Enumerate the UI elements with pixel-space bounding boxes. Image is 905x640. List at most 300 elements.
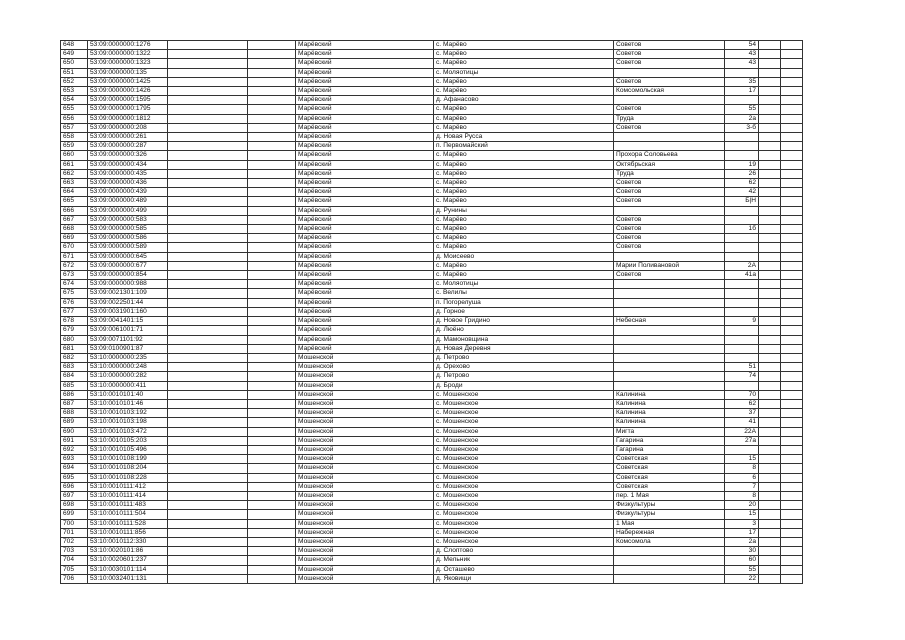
blank-cell-a [168, 399, 248, 408]
locality-cell: с. Марёво [434, 271, 614, 280]
locality-cell: д. Новая Русса [434, 133, 614, 142]
locality-cell: д. Горное [434, 307, 614, 316]
house-number-cell: 22 [725, 574, 759, 583]
cadastral-number-cell: 53:10:0000000:248 [88, 363, 168, 372]
street-cell [614, 344, 725, 353]
locality-cell: с. Мошенское [434, 409, 614, 418]
district-cell: Марёвский [296, 317, 434, 326]
blank-cell-a [168, 409, 248, 418]
locality-cell: с. Марёво [434, 215, 614, 224]
table-row [61, 188, 803, 197]
table-row [61, 390, 803, 399]
blank-cell-d [781, 96, 803, 105]
blank-cell-b [248, 501, 296, 510]
house-number-cell: 27а [725, 436, 759, 445]
blank-cell-c [759, 197, 781, 206]
row-number-cell: 698 [61, 501, 88, 510]
table-row [61, 381, 803, 390]
house-number-cell: 62 [725, 179, 759, 188]
house-number-cell [725, 215, 759, 224]
cadastral-number-cell: 53:09:0000000:1812 [88, 114, 168, 123]
table-row [61, 96, 803, 105]
table-row [61, 473, 803, 482]
street-cell: Комсомольская [614, 87, 725, 96]
cadastral-number-cell: 53:10:0010108:228 [88, 473, 168, 482]
house-number-cell [725, 381, 759, 390]
house-number-cell: 41а [725, 271, 759, 280]
district-cell: Мошенской [296, 409, 434, 418]
table-row [61, 482, 803, 491]
blank-cell-a [168, 215, 248, 224]
table-row [61, 317, 803, 326]
blank-cell-b [248, 547, 296, 556]
blank-cell-b [248, 574, 296, 583]
blank-cell-a [168, 556, 248, 565]
district-cell: Марёвский [296, 68, 434, 77]
blank-cell-b [248, 77, 296, 86]
locality-cell: д. Новая Деревня [434, 344, 614, 353]
blank-cell-d [781, 473, 803, 482]
row-number-cell: 648 [61, 41, 88, 50]
row-number-cell: 699 [61, 510, 88, 519]
locality-cell: д. Петрово [434, 372, 614, 381]
blank-cell-c [759, 409, 781, 418]
blank-cell-c [759, 188, 781, 197]
blank-cell-b [248, 280, 296, 289]
blank-cell-d [781, 87, 803, 96]
district-cell: Марёвский [296, 160, 434, 169]
blank-cell-c [759, 261, 781, 270]
street-cell: Октябрьская [614, 160, 725, 169]
cadastral-number-cell: 53:10:0000000:282 [88, 372, 168, 381]
row-number-cell: 655 [61, 105, 88, 114]
house-number-cell [725, 445, 759, 454]
row-number-cell: 682 [61, 353, 88, 362]
blank-cell-b [248, 556, 296, 565]
row-number-cell: 654 [61, 96, 88, 105]
street-cell: Мигта [614, 427, 725, 436]
table-row [61, 510, 803, 519]
house-number-cell: 55 [725, 565, 759, 574]
table-row [61, 215, 803, 224]
house-number-cell [725, 335, 759, 344]
street-cell [614, 289, 725, 298]
locality-cell: д. Новое Гридино [434, 317, 614, 326]
house-number-cell [725, 206, 759, 215]
cadastral-number-cell: 53:09:0022501:44 [88, 298, 168, 307]
street-cell: Советская [614, 482, 725, 491]
blank-cell-b [248, 50, 296, 59]
blank-cell-d [781, 289, 803, 298]
table-row [61, 123, 803, 132]
blank-cell-d [781, 50, 803, 59]
street-cell: Советов [614, 188, 725, 197]
blank-cell-d [781, 280, 803, 289]
blank-cell-a [168, 123, 248, 132]
blank-cell-b [248, 123, 296, 132]
blank-cell-c [759, 169, 781, 178]
district-cell: Марёвский [296, 123, 434, 132]
blank-cell-d [781, 501, 803, 510]
street-cell: Физкультуры [614, 501, 725, 510]
cadastral-number-cell: 53:10:0010103:198 [88, 418, 168, 427]
street-cell: Калинина [614, 390, 725, 399]
cadastral-number-cell: 53:09:0000000:645 [88, 252, 168, 261]
blank-cell-b [248, 326, 296, 335]
blank-cell-b [248, 445, 296, 454]
blank-cell-b [248, 160, 296, 169]
cadastral-number-cell: 53:09:0000000:1323 [88, 59, 168, 68]
locality-cell: с. Мошенское [434, 510, 614, 519]
blank-cell-d [781, 160, 803, 169]
table-row [61, 298, 803, 307]
blank-cell-a [168, 243, 248, 252]
locality-cell: с. Мошенское [434, 464, 614, 473]
blank-cell-b [248, 252, 296, 261]
blank-cell-d [781, 547, 803, 556]
district-cell: Марёвский [296, 59, 434, 68]
table-row [61, 363, 803, 372]
house-number-cell: 54 [725, 41, 759, 50]
cadastral-number-cell: 53:10:0010111:504 [88, 510, 168, 519]
blank-cell-a [168, 547, 248, 556]
blank-cell-d [781, 464, 803, 473]
house-number-cell: 7 [725, 482, 759, 491]
district-cell: Мошенской [296, 501, 434, 510]
blank-cell-b [248, 307, 296, 316]
cadastral-number-cell: 53:10:0010101:46 [88, 399, 168, 408]
table-row [61, 87, 803, 96]
blank-cell-a [168, 317, 248, 326]
table-row [61, 151, 803, 160]
district-cell: Мошенской [296, 491, 434, 500]
street-cell [614, 133, 725, 142]
blank-cell-a [168, 326, 248, 335]
locality-cell: п. Первомайский [434, 142, 614, 151]
blank-cell-b [248, 390, 296, 399]
blank-cell-c [759, 96, 781, 105]
blank-cell-a [168, 289, 248, 298]
locality-cell: с. Марёво [434, 261, 614, 270]
blank-cell-c [759, 372, 781, 381]
blank-cell-b [248, 436, 296, 445]
blank-cell-b [248, 409, 296, 418]
house-number-cell: 43 [725, 50, 759, 59]
house-number-cell [725, 353, 759, 362]
district-cell: Мошенской [296, 556, 434, 565]
cadastral-number-cell: 53:10:0010111:528 [88, 519, 168, 528]
blank-cell-b [248, 519, 296, 528]
house-number-cell [725, 252, 759, 261]
table-row [61, 528, 803, 537]
blank-cell-c [759, 528, 781, 537]
house-number-cell: 22А [725, 427, 759, 436]
street-cell: Физкультуры [614, 510, 725, 519]
row-number-cell: 674 [61, 280, 88, 289]
cadastral-number-cell: 53:09:0000000:208 [88, 123, 168, 132]
house-number-cell: 17 [725, 87, 759, 96]
blank-cell-d [781, 215, 803, 224]
cadastral-number-cell: 53:10:0010103:472 [88, 427, 168, 436]
blank-cell-a [168, 280, 248, 289]
cadastral-number-cell: 53:10:0000000:411 [88, 381, 168, 390]
street-cell [614, 280, 725, 289]
blank-cell-b [248, 215, 296, 224]
cadastral-number-cell: 53:10:0010103:192 [88, 409, 168, 418]
district-cell: Мошенской [296, 519, 434, 528]
district-cell: Марёвский [296, 289, 434, 298]
blank-cell-b [248, 363, 296, 372]
blank-cell-a [168, 510, 248, 519]
row-number-cell: 693 [61, 455, 88, 464]
blank-cell-b [248, 510, 296, 519]
blank-cell-d [781, 197, 803, 206]
street-cell: Советов [614, 123, 725, 132]
house-number-cell: 1б [725, 225, 759, 234]
house-number-cell [725, 133, 759, 142]
row-number-cell: 658 [61, 133, 88, 142]
row-number-cell: 652 [61, 77, 88, 86]
street-cell: Советов [614, 234, 725, 243]
locality-cell: с. Мошенское [434, 491, 614, 500]
locality-cell: с. Марёво [434, 123, 614, 132]
cadastral-number-cell: 53:09:0000000:261 [88, 133, 168, 142]
street-cell: Гагарина [614, 445, 725, 454]
blank-cell-d [781, 565, 803, 574]
blank-cell-d [781, 399, 803, 408]
cadastral-number-cell: 53:09:0000000:1276 [88, 41, 168, 50]
blank-cell-c [759, 307, 781, 316]
house-number-cell [725, 298, 759, 307]
cadastral-number-cell: 53:09:0000000:439 [88, 188, 168, 197]
blank-cell-a [168, 59, 248, 68]
blank-cell-d [781, 381, 803, 390]
blank-cell-d [781, 169, 803, 178]
blank-cell-c [759, 565, 781, 574]
cadastral-number-cell: 53:10:0010111:856 [88, 528, 168, 537]
blank-cell-c [759, 179, 781, 188]
blank-cell-d [781, 482, 803, 491]
table-row [61, 160, 803, 169]
street-cell: Небесная [614, 317, 725, 326]
blank-cell-d [781, 252, 803, 261]
district-cell: Мошенской [296, 537, 434, 546]
house-number-cell [725, 151, 759, 160]
blank-cell-c [759, 519, 781, 528]
blank-cell-b [248, 381, 296, 390]
blank-cell-a [168, 252, 248, 261]
table-row [61, 105, 803, 114]
district-cell: Мошенской [296, 565, 434, 574]
district-cell: Мошенской [296, 436, 434, 445]
house-number-cell: 2а [725, 537, 759, 546]
district-cell: Мошенской [296, 353, 434, 362]
row-number-cell: 677 [61, 307, 88, 316]
cadastral-number-cell: 53:09:0000000:326 [88, 151, 168, 160]
blank-cell-d [781, 123, 803, 132]
row-number-cell: 680 [61, 335, 88, 344]
district-cell: Мошенской [296, 473, 434, 482]
blank-cell-a [168, 445, 248, 454]
blank-cell-b [248, 399, 296, 408]
blank-cell-b [248, 41, 296, 50]
blank-cell-d [781, 390, 803, 399]
blank-cell-c [759, 206, 781, 215]
blank-cell-c [759, 335, 781, 344]
locality-cell: с. Марёво [434, 179, 614, 188]
street-cell [614, 363, 725, 372]
cadastral-number-cell: 53:09:0000000:586 [88, 234, 168, 243]
street-cell: Комсомола [614, 537, 725, 546]
blank-cell-d [781, 68, 803, 77]
blank-cell-b [248, 151, 296, 160]
blank-cell-a [168, 179, 248, 188]
blank-cell-c [759, 50, 781, 59]
blank-cell-a [168, 537, 248, 546]
cadastral-number-cell: 53:09:0000000:287 [88, 142, 168, 151]
cadastral-number-cell: 53:09:0000000:1426 [88, 87, 168, 96]
cadastral-number-cell: 53:09:0021301:109 [88, 289, 168, 298]
district-cell: Мошенской [296, 381, 434, 390]
locality-cell: с. Мошенское [434, 519, 614, 528]
cadastral-number-cell: 53:09:0000000:585 [88, 225, 168, 234]
row-number-cell: 657 [61, 123, 88, 132]
locality-cell: с. Марёво [434, 87, 614, 96]
blank-cell-c [759, 243, 781, 252]
blank-cell-a [168, 390, 248, 399]
blank-cell-c [759, 501, 781, 510]
row-number-cell: 663 [61, 179, 88, 188]
cadastral-number-cell: 53:10:0010111:412 [88, 482, 168, 491]
district-cell: Мошенской [296, 510, 434, 519]
district-cell: Мошенской [296, 464, 434, 473]
row-number-cell: 697 [61, 491, 88, 500]
table-row [61, 335, 803, 344]
house-number-cell: 43 [725, 59, 759, 68]
street-cell [614, 353, 725, 362]
district-cell: Мошенской [296, 445, 434, 454]
blank-cell-b [248, 537, 296, 546]
row-number-cell: 690 [61, 427, 88, 436]
blank-cell-d [781, 372, 803, 381]
district-cell: Марёвский [296, 271, 434, 280]
blank-cell-c [759, 317, 781, 326]
blank-cell-d [781, 455, 803, 464]
district-cell: Марёвский [296, 252, 434, 261]
row-number-cell: 651 [61, 68, 88, 77]
blank-cell-c [759, 455, 781, 464]
district-cell: Марёвский [296, 169, 434, 178]
locality-cell: д. Мельник [434, 556, 614, 565]
locality-cell: с. Мошенское [434, 418, 614, 427]
house-number-cell [725, 243, 759, 252]
row-number-cell: 687 [61, 399, 88, 408]
blank-cell-c [759, 87, 781, 96]
locality-cell: с. Марёво [434, 105, 614, 114]
cadastral-number-cell: 53:09:0041401:15 [88, 317, 168, 326]
row-number-cell: 660 [61, 151, 88, 160]
street-cell: Калинина [614, 418, 725, 427]
street-cell: Советов [614, 215, 725, 224]
blank-cell-a [168, 197, 248, 206]
locality-cell: с. Марёво [434, 59, 614, 68]
blank-cell-d [781, 491, 803, 500]
blank-cell-c [759, 464, 781, 473]
table-row [61, 261, 803, 270]
locality-cell: д. Афанасово [434, 96, 614, 105]
house-number-cell: 41 [725, 418, 759, 427]
blank-cell-c [759, 344, 781, 353]
blank-cell-d [781, 307, 803, 316]
district-cell: Марёвский [296, 151, 434, 160]
house-number-cell: Б|Н [725, 197, 759, 206]
cadastral-number-cell: 53:10:0020101:86 [88, 547, 168, 556]
locality-cell: с. Мошенское [434, 436, 614, 445]
blank-cell-c [759, 271, 781, 280]
row-number-cell: 666 [61, 206, 88, 215]
blank-cell-b [248, 179, 296, 188]
house-number-cell [725, 289, 759, 298]
district-cell: Марёвский [296, 225, 434, 234]
property-register-table [60, 40, 803, 584]
blank-cell-b [248, 335, 296, 344]
table-row [61, 519, 803, 528]
row-number-cell: 706 [61, 574, 88, 583]
house-number-cell: 2А [725, 261, 759, 270]
street-cell: Советов [614, 197, 725, 206]
blank-cell-a [168, 427, 248, 436]
table-row [61, 142, 803, 151]
blank-cell-a [168, 169, 248, 178]
street-cell: Калинина [614, 399, 725, 408]
blank-cell-c [759, 381, 781, 390]
table-row [61, 59, 803, 68]
table-row [61, 41, 803, 50]
locality-cell: с. Велилы [434, 289, 614, 298]
blank-cell-c [759, 234, 781, 243]
blank-cell-c [759, 114, 781, 123]
blank-cell-b [248, 188, 296, 197]
blank-cell-d [781, 363, 803, 372]
street-cell [614, 298, 725, 307]
blank-cell-c [759, 289, 781, 298]
street-cell: Советская [614, 455, 725, 464]
house-number-cell: 6 [725, 473, 759, 482]
blank-cell-b [248, 317, 296, 326]
blank-cell-c [759, 436, 781, 445]
blank-cell-d [781, 41, 803, 50]
row-number-cell: 669 [61, 234, 88, 243]
blank-cell-b [248, 197, 296, 206]
blank-cell-b [248, 206, 296, 215]
table-row [61, 234, 803, 243]
district-cell: Марёвский [296, 307, 434, 316]
cadastral-number-cell: 53:09:0000000:436 [88, 179, 168, 188]
blank-cell-c [759, 537, 781, 546]
district-cell: Марёвский [296, 243, 434, 252]
locality-cell: с. Мошенское [434, 455, 614, 464]
table-row [61, 77, 803, 86]
district-cell: Марёвский [296, 206, 434, 215]
row-number-cell: 665 [61, 197, 88, 206]
blank-cell-a [168, 363, 248, 372]
blank-cell-a [168, 335, 248, 344]
table-row [61, 353, 803, 362]
locality-cell: с. Марёво [434, 151, 614, 160]
locality-cell: п. Погорелуша [434, 298, 614, 307]
row-number-cell: 700 [61, 519, 88, 528]
row-number-cell: 684 [61, 372, 88, 381]
